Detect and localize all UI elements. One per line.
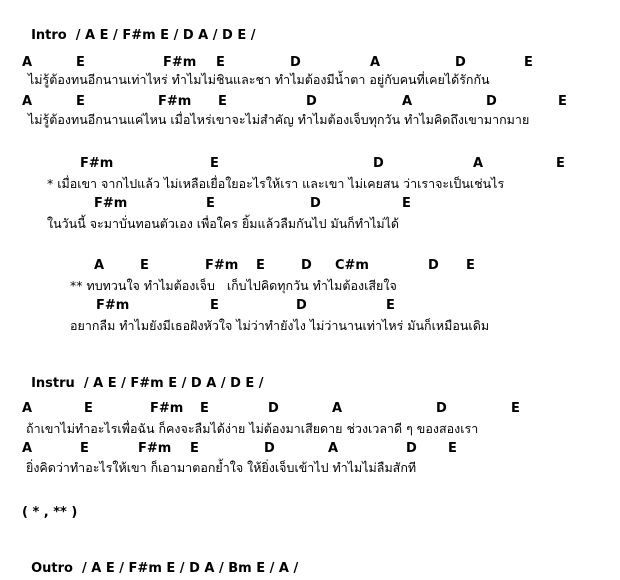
chord: D [486,94,497,109]
chord: E [210,298,219,313]
intro-progression: / A E / F#m E / D A / D E / [75,28,256,43]
chord: D [301,258,312,273]
chord: D [296,298,307,313]
chord: E [402,196,411,211]
instru-label: Instru [31,376,75,391]
verse2-line1-lyric: ถ้าเขาไม่ทำอะไรเพื่อฉัน ก็คงจะลืมได้ง่าย ไม่ต้องมาเสียดาย ช่วงเวลาดี ๆ ของสองเรา [26,421,479,436]
chord: D [373,156,384,171]
chorus2-line1-lyric: ** ทบทวนใจ ทำไมต้องเจ็บ เก็บไปคิดทุกวัน ทำไมต้องเสียใจ [70,278,397,293]
chord: E [256,258,265,273]
chord: F#m [163,55,197,70]
chord: A [22,441,33,456]
chord: E [524,55,533,70]
chord: A [402,94,413,109]
instru-progression: / A E / F#m E / D A / D E / [83,376,264,391]
chord: E [386,298,395,313]
chord: F#m [205,258,239,273]
instru-line [22,360,264,392]
chord: F#m [96,298,130,313]
chord: F#m [80,156,114,171]
chord: D [406,441,417,456]
chord: D [428,258,439,273]
chord: D [310,196,321,211]
chord: E [76,55,85,70]
chord: A [94,258,105,273]
outro-label: Outro [31,561,73,576]
chord: E [210,156,219,171]
chord: A [22,401,33,416]
chord: E [84,401,93,416]
chord: E [218,94,227,109]
outro-line [22,545,298,577]
chord: E [216,55,225,70]
chord: A [22,94,33,109]
chord: A [370,55,381,70]
chorus1-line2-lyric: ในวันนี้ จะมาบั่นทอนตัวเอง เพื่อใคร ยิ้มแล้วลืมกันไป มันก็ทำไม่ได้ [47,216,400,231]
chord: F#m [138,441,172,456]
chord: E [80,441,89,456]
repeat-marker: ( * , ** ) [22,505,78,520]
chord: D [264,441,275,456]
chord: A [22,55,33,70]
chord: E [200,401,209,416]
chord: D [455,55,466,70]
verse1-line2-lyric: ไม่รู้ต้องทนอีกนานแค่ไหน เมื่อไหร่เขาจะไม่สำคัญ ทำไมต้องเจ็บทุกวัน ทำไมคิดถึงเขามากมาย [28,112,530,127]
chord: F#m [94,196,128,211]
chord: F#m [158,94,192,109]
chord: A [328,441,339,456]
chord: D [290,55,301,70]
verse2-line2-lyric: ยิ่งคิดว่าทำอะไรให้เขา ก็เอามาตอกย้ำใจ ให้ยิ่งเจ็บเข้าไป ทำไมไม่ลืมสักที [26,460,417,475]
chord: F#m [150,401,184,416]
chord: E [140,258,149,273]
chorus2-line2-lyric: อยากลืม ทำไมยังมีเธอฝังหัวใจ ไม่ว่าทำยังไง ไม่ว่านานเท่าไหร่ มันก็เหมือนเดิม [70,318,490,333]
chorus1-line1-lyric: * เมื่อเขา จากไปแล้ว ไม่เหลือเยื่อใยอะไรให้เรา และเขา ไม่เคยสน ว่าเราจะเป็นเช่นไร [47,176,505,191]
outro-progression: / A E / F#m E / D A / Bm E / A / [82,561,299,576]
verse1-line1-lyric: ไม่รู้ต้องทนอีกนานเท่าไหร่ ทำไมไม่ชินและชา ทำไมต้องมีน้ำตา อยู่กับคนที่เคยได้รักกัน [28,72,490,87]
chord: C#m [335,258,369,273]
intro-line [22,12,256,44]
chord: E [190,441,199,456]
chord: E [556,156,565,171]
chord: E [76,94,85,109]
chord: E [206,196,215,211]
chord: E [558,94,567,109]
chord: E [448,441,457,456]
chord: E [466,258,475,273]
chord: D [268,401,279,416]
chord: E [511,401,520,416]
chord: A [473,156,484,171]
intro-label: Intro [31,28,67,43]
chord: D [436,401,447,416]
chord: D [306,94,317,109]
chord: A [332,401,343,416]
